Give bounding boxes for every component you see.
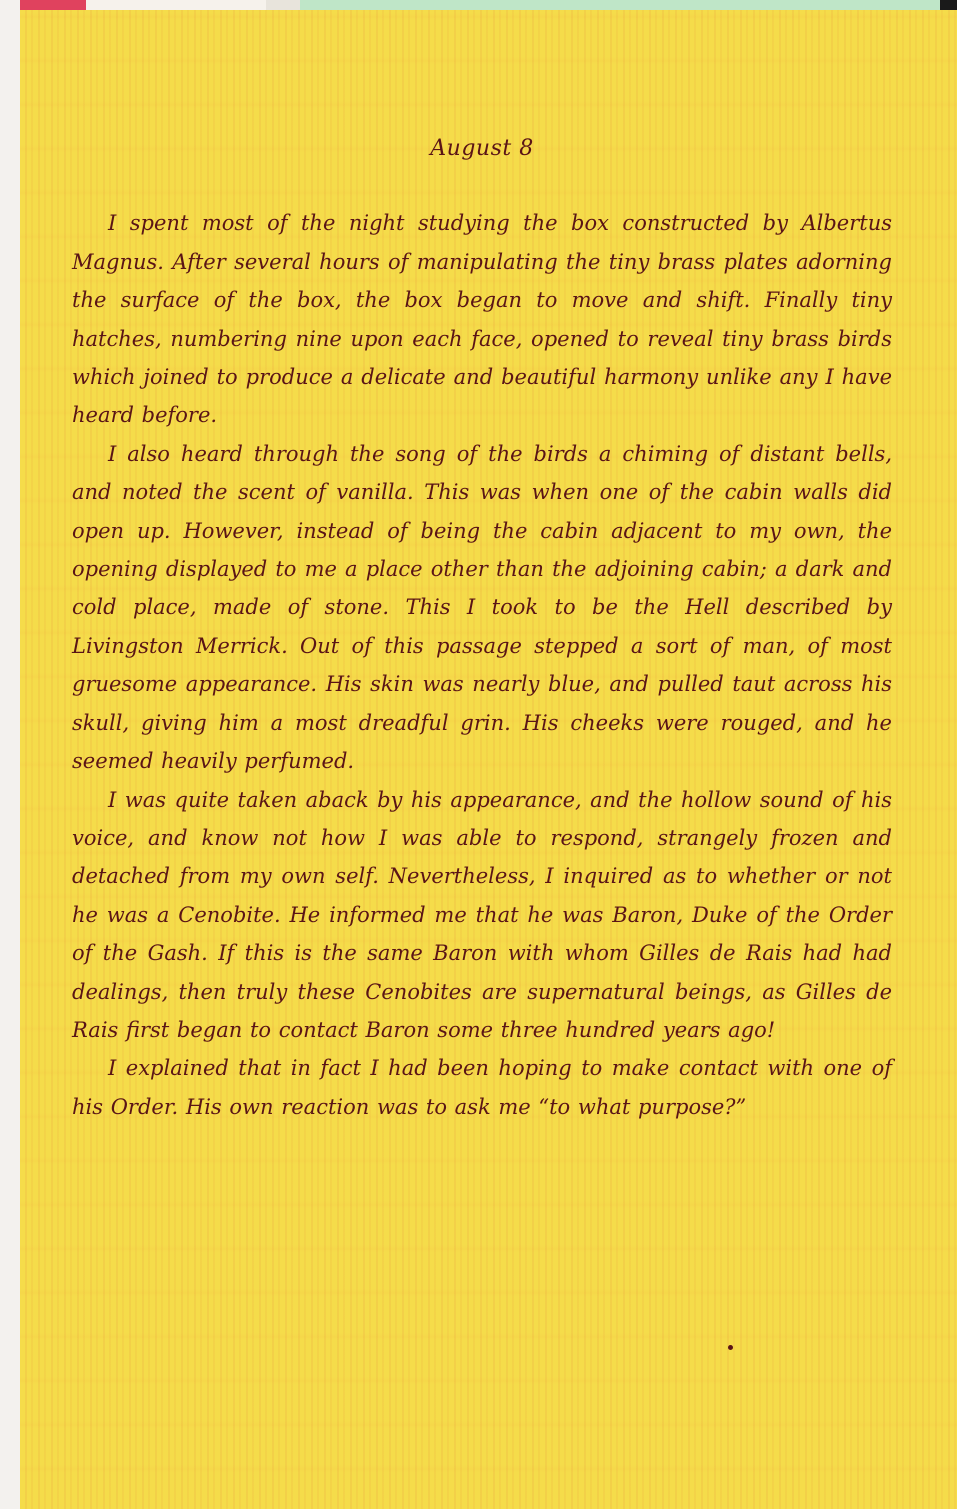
journal-paragraph: I explained that in fact I had been hoping to make contact with one of his Order. His own reaction was to ask me “to what purpose?”	[72, 1056, 892, 1119]
journal-paragraph: I also heard through the song of the birds a chiming of distant bells, and noted the scent of vanilla. This was when one of the cabin walls did open up. However, instead of being the cabin adjacent to my own, the opening displayed to me a place other than the adjoining cabin; a dark and cold place, made of stone. This I took to be the Hell described by Livingston Merrick. Out of this passage stepped a sort of man, of most gruesome appearance. His skin was nearly blue, and pulled taut across his skull, giving him a most dreadful grin. His cheeks were rouged, and he seemed heavily perfumed.	[72, 441, 892, 774]
journal-entry	[72, 130, 892, 1126]
ink-speck	[728, 1345, 733, 1350]
scan-edge-left	[0, 0, 20, 1509]
journal-paragraph: I spent most of the night studying the box constructed by Albertus Magnus. After several hours of manipulating the tiny brass plates adorning the surface of the box, the box began to move and shift. Finally tiny hatches, numbering nine upon each face, opened to reveal tiny brass birds which joined to produce a delicate and beautiful harmony unlike any I have heard before.	[72, 211, 892, 428]
journal-paragraph: I was quite taken aback by his appearance, and the hollow sound of his voice, and know not how I was able to respond, strangely frozen and detached from my own self. Nevertheless, I inquired as to whether or not he was a Cenobite. He informed me that he was Baron, Duke of the Order of the Gash. If this is the same Baron with whom Gilles de Rais had had dealings, then truly these Cenobites are supernatural beings, as Gilles de Rais first began to contact Baron some three hundred years ago!	[72, 787, 892, 1042]
entry-date: August 8	[430, 136, 534, 161]
